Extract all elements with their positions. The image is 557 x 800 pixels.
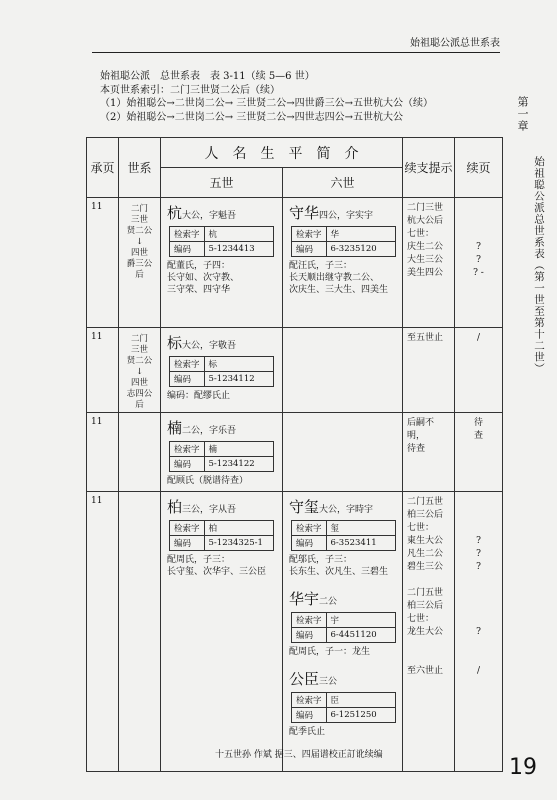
gen5-note: 配顾氏（脱谱待查）: [167, 476, 249, 486]
gen6-person-style-name: 三公: [319, 677, 338, 687]
table-row: [87, 198, 503, 328]
xuzhi-line: 二门五世: [407, 497, 444, 507]
xuzhi-cell: [403, 198, 455, 328]
shixi-line: 贤二公: [126, 226, 153, 236]
code-value: 5-1234122: [204, 457, 273, 472]
gen6-cell: [283, 413, 403, 492]
code-value: 6-4451120: [326, 628, 395, 643]
shixi-line: ↓: [135, 237, 144, 247]
gen6-person-name: [289, 588, 396, 609]
gen5-person-name: [167, 496, 276, 517]
gen5-cell: [161, 413, 283, 492]
gen5-person-code-box: [169, 226, 274, 257]
gen5-person-style-name: 三公，字从吾: [182, 505, 237, 515]
gen5-person-code-box: [169, 520, 274, 551]
running-header-title: 始祖聪公派总世系表: [410, 38, 500, 49]
gen6-person-code-box: [291, 226, 396, 257]
index-label: 检索字: [170, 227, 205, 242]
xuzhi-cell: [403, 328, 455, 413]
gen5-person-entry: [167, 496, 276, 551]
header-shixi: 世系: [119, 138, 161, 198]
gen5-person-given-name: 杭: [167, 204, 183, 222]
index-label: 检索字: [292, 227, 327, 242]
shixi-line: 三世: [130, 215, 148, 225]
gen6-cell: [283, 492, 403, 772]
index-char: 杭: [204, 227, 273, 242]
footer-credit: 十五世孙 作斌 据三、四届谱校正訂讹续编: [215, 750, 383, 760]
code-value: 5-1234413: [204, 242, 273, 257]
header-gen6: 六世: [283, 168, 403, 198]
chengye-cell: 11: [87, 328, 119, 413]
gen5-note: 长守玺、次华宇、三公臣: [167, 567, 267, 577]
xuye-mark: ? -: [473, 268, 484, 278]
code-label: 编码: [170, 536, 205, 551]
gen5-note: 编码：配缪氏止: [167, 391, 231, 401]
table-caption: 始祖聪公派 总世系表 表 3-11（续 5—6 世）: [100, 71, 315, 82]
gen6-note: 配周氏，子一：龙生: [289, 647, 371, 657]
code-label: 编码: [292, 242, 327, 257]
xuye-mark: 查: [473, 431, 483, 441]
xuye-cell: [455, 413, 503, 492]
gen6-person-entry: [289, 202, 396, 257]
gen5-note: 三守荣、四守华: [167, 285, 231, 295]
xuye-cell: [455, 492, 503, 772]
header-xuye: 续页: [455, 138, 503, 198]
xuye-mark: [455, 522, 502, 535]
gen5-person-given-name: 柏: [167, 498, 183, 516]
intro-block: [100, 70, 433, 124]
xuye-cell: [455, 328, 503, 413]
code-label: 编码: [170, 457, 205, 472]
xuzhi-line: 至五世止: [407, 333, 444, 343]
index-label: 检索字: [170, 442, 205, 457]
index-label: 检索字: [170, 357, 205, 372]
xuzhi-line: 杭大公后: [407, 216, 444, 226]
gen6-person-given-name: 华宇: [289, 590, 320, 608]
gen5-cell: [161, 328, 283, 413]
index-label: 检索字: [292, 693, 327, 708]
xuye-mark: ?: [476, 627, 481, 637]
table-row: [87, 492, 503, 772]
index-caption: 本页世系索引：二门三世贤二公后（续）: [100, 84, 280, 96]
gen6-person-entry: [289, 588, 396, 643]
shixi-line: ↓: [135, 367, 144, 377]
xuzhi-line: [407, 574, 450, 587]
xuzhi-line: 待查: [407, 444, 426, 454]
xuzhi-line: 美生四公: [407, 268, 444, 278]
table-body: [87, 198, 503, 772]
xuye-mark: ?: [476, 549, 481, 559]
shixi-line: 贤二公: [126, 356, 153, 366]
code-label: 编码: [292, 628, 327, 643]
gen6-note: 配邬氏，子三：: [289, 555, 353, 565]
shixi-line: 后: [135, 270, 144, 280]
gen6-person-name: [289, 496, 396, 517]
code-label: 编码: [292, 708, 327, 723]
xuzhi-line: 七世：: [407, 614, 435, 624]
xuzhi-line: [407, 652, 450, 665]
xuzhi-cell: [403, 413, 455, 492]
code-value: 6-1251250: [326, 708, 395, 723]
gen5-note: 长守如、次守教、: [167, 273, 240, 283]
xuye-mark: [455, 215, 502, 228]
gen5-person-code-box: [169, 441, 274, 472]
xuye-cell: [455, 198, 503, 328]
gen6-note: 配汪氏，子三：: [289, 261, 353, 271]
xuzhi-line: [407, 639, 450, 652]
header-summary: 人 名 生 平 简 介: [161, 138, 403, 168]
gen5-person-entry: [167, 332, 276, 387]
xuzhi-line: 庆生二公: [407, 242, 444, 252]
gen6-person-given-name: 守华: [289, 204, 320, 222]
xuye-mark: [455, 600, 502, 613]
code-label: 编码: [170, 372, 205, 387]
side-tab: [512, 96, 552, 396]
gen5-note: 配周氏，子三：: [167, 555, 231, 565]
xuzhi-line: 大生三公: [407, 255, 444, 265]
gen5-cell: [161, 198, 283, 328]
xuye-mark: 待: [473, 418, 483, 428]
gen6-note: 长东生、次凡生、三碧生: [289, 567, 389, 577]
gen5-person-given-name: 楠: [167, 419, 183, 437]
index-char: 标: [204, 357, 273, 372]
header-xuzhi: 续支提示: [403, 138, 455, 198]
xuye-mark: /: [476, 333, 481, 343]
code-value: 5-1234325-1: [204, 536, 273, 551]
index-label: 检索字: [292, 521, 327, 536]
xuzhi-line: 柏三公后: [407, 601, 444, 611]
gen6-cell: [283, 198, 403, 328]
xuye-mark: ?: [476, 562, 481, 572]
xuye-mark: ?: [476, 242, 481, 252]
gen6-person-code-box: [291, 520, 396, 551]
running-header: [92, 30, 500, 53]
chengye-cell: 11: [87, 492, 119, 772]
gen6-person-name: [289, 668, 396, 689]
header-chengye: 承页: [87, 138, 119, 198]
index-label: 检索字: [170, 521, 205, 536]
gen5-person-code-box: [169, 356, 274, 387]
shixi-cell: [119, 492, 161, 772]
chengye-cell: 11: [87, 413, 119, 492]
gen6-person-given-name: 公臣: [289, 670, 320, 688]
xuye-mark: [455, 202, 502, 215]
gen6-person-code-box: [291, 612, 396, 643]
code-value: 6-3235120: [326, 242, 395, 257]
gen5-person-entry: [167, 202, 276, 257]
shixi-line: 志四公: [126, 389, 153, 399]
xuye-mark: [455, 228, 502, 241]
gen6-person-code-box: [291, 692, 396, 723]
xuzhi-line: 七世：: [407, 523, 435, 533]
xuzhi-cell: [403, 492, 455, 772]
xuzhi-line: 后嗣不明，: [407, 418, 435, 441]
xuye-mark: [455, 509, 502, 522]
page-number: 19: [509, 755, 537, 780]
gen6-person-entry: [289, 496, 396, 551]
shixi-line: 四世: [130, 248, 148, 258]
xuzhi-line: 碧生三公: [407, 562, 444, 572]
shixi-cell: [119, 413, 161, 492]
gen5-person-entry: [167, 417, 276, 472]
xuye-mark: ?: [476, 536, 481, 546]
gen5-person-name: [167, 417, 276, 438]
code-value: 6-3523411: [326, 536, 395, 551]
lineage-table: [86, 137, 503, 772]
shixi-cell: [119, 198, 161, 328]
xuzhi-line: 七世：: [407, 229, 435, 239]
index-char: 玺: [326, 521, 395, 536]
shixi-cell: [119, 328, 161, 413]
xuzhi-line: 二门三世: [407, 203, 444, 213]
side-title: 始祖聪公派总世系表（第一世至第十二世）: [533, 156, 545, 375]
xuye-mark: [455, 587, 502, 600]
gen6-note: 次庆生、三大生、四美生: [289, 285, 389, 295]
lineage-path-1: （1）始祖聪公→二世岗二公→ 三世贤二公→四世爵三公→五世杭大公（续）: [100, 98, 434, 109]
gen6-note: 长天顺出继守教二公、: [289, 273, 380, 283]
gen6-note: 配季氏止: [289, 727, 326, 737]
index-char: 柏: [204, 521, 273, 536]
shixi-line: 三世: [130, 345, 148, 355]
index-char: 楠: [204, 442, 273, 457]
table-row: [87, 328, 503, 413]
gen6-person-given-name: 守玺: [289, 498, 320, 516]
gen5-person-style-name: 二公，字乐吾: [182, 426, 237, 436]
code-label: 编码: [292, 536, 327, 551]
xuye-mark: [455, 496, 502, 509]
index-char: 臣: [326, 693, 395, 708]
xuye-mark: [455, 652, 502, 665]
header-gen5: 五世: [161, 168, 283, 198]
xuye-mark: ?: [476, 255, 481, 265]
xuzhi-line: 東生大公: [407, 536, 444, 546]
index-label: 检索字: [292, 613, 327, 628]
gen6-person-style-name: 大公，字時宇: [319, 505, 374, 515]
shixi-line: 二门: [130, 204, 148, 214]
xuzhi-line: 柏三公后: [407, 510, 444, 520]
chengye-cell: 11: [87, 198, 119, 328]
xuye-mark: [455, 613, 502, 626]
index-char: 华: [326, 227, 395, 242]
gen6-person-entry: [289, 668, 396, 723]
shixi-line: 四世: [130, 378, 148, 388]
gen5-cell: [161, 492, 283, 772]
gen5-person-given-name: 标: [167, 334, 183, 352]
lineage-path-2: （2）始祖聪公→二世岗二公→ 三世贤二公→四世志四公→五世杭大公: [100, 111, 404, 123]
xuzhi-line: 二门五世: [407, 588, 444, 598]
xuzhi-line: 至六世止: [407, 666, 444, 676]
gen6-person-style-name: 四公，字实宇: [319, 211, 374, 221]
gen6-person-name: [289, 202, 396, 223]
shixi-line: 爵三公: [126, 259, 153, 269]
gen6-cell: [283, 328, 403, 413]
xuzhi-line: 凡生二公: [407, 549, 444, 559]
table-row: [87, 413, 503, 492]
shixi-line: 后: [135, 400, 144, 410]
xuye-mark: [455, 639, 502, 652]
xuzhi-line: 龙生大公: [407, 627, 444, 637]
side-chapter: 第一章: [516, 96, 529, 132]
code-value: 5-1234112: [204, 372, 273, 387]
gen5-person-style-name: 大公，字魁吾: [182, 211, 237, 221]
xuye-mark: [455, 574, 502, 587]
gen5-note: 配董氏，子四：: [167, 261, 231, 271]
code-label: 编码: [170, 242, 205, 257]
index-char: 宇: [326, 613, 395, 628]
shixi-line: 二门: [130, 334, 148, 344]
gen6-person-style-name: 二公: [319, 597, 338, 607]
xuye-mark: /: [476, 666, 481, 676]
gen5-person-name: [167, 332, 276, 353]
gen5-person-name: [167, 202, 276, 223]
gen5-person-style-name: 大公，字敬吾: [182, 341, 237, 351]
